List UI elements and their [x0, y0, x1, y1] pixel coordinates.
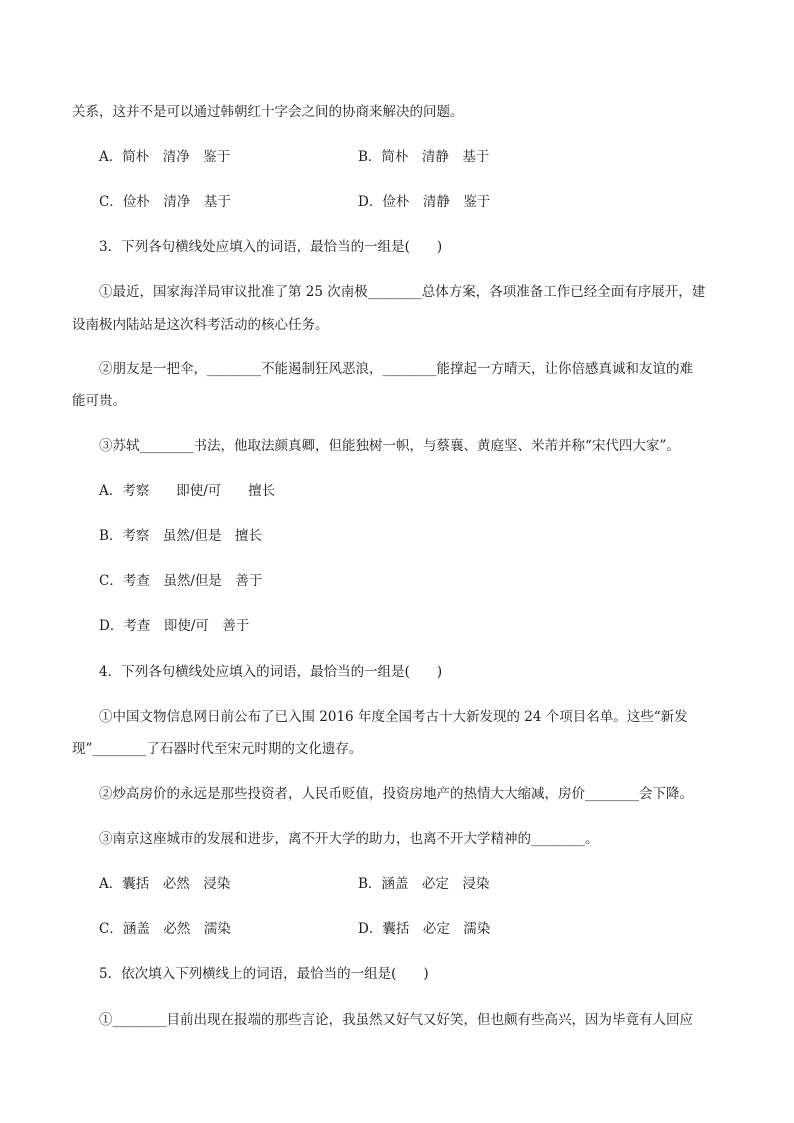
question-5-sentence-1: ①________目前出现在报端的那些言论，我虽然又好气又好笑，但也颇有些高兴，因为毕竟有人回应	[99, 1012, 693, 1028]
question-4-title: 4．下列各句横线处应填入的词语，最恰当的一组是( )	[99, 664, 443, 680]
option-c: C．俭朴 清净 基于	[99, 194, 231, 210]
option-d: D．考查 即使/可 善于	[99, 618, 250, 634]
question-3-sentence-2-cont: 能可贵。	[72, 393, 126, 409]
option-c: C．考查 虽然/但是 善于	[99, 573, 263, 589]
question-4-sentence-2: ②炒高房价的永远是那些投资者，人民币贬值，投资房地产的热情大大缩减，房价________会下降。	[99, 786, 693, 802]
question-4-sentence-1-cont: 现”________了石器时代至宋元时期的文化遗存。	[72, 741, 363, 757]
question-4-sentence-1: ①中国文物信息网日前公布了已入围 2016 年度全国考古十大新发现的 24 个项目名单。这些“新发	[99, 709, 688, 725]
question-3-sentence-2: ②朋友是一把伞，________不能遏制狂风恶浪，________能撑起一方晴天，让你倍感真诚和友谊的难	[99, 361, 693, 377]
question-3-sentence-1: ①最近，国家海洋局审议批准了第 25 次南极________总体方案，各项准备工作已经全面有序展开，建	[99, 284, 706, 300]
question-3-sentence-3: ③苏轼________书法，他取法颜真卿，但能独树一帜，与蔡襄、黄庭坚、米芾并称“宋代四大家”。	[99, 438, 680, 454]
question-3-sentence-1-cont: 设南极内陆站是这次科考活动的核心任务。	[72, 317, 329, 333]
option-c: C．涵盖 必然 濡染	[99, 921, 231, 937]
option-a: A．考察 即使/可 擅长	[99, 483, 276, 499]
option-d: D．囊括 必定 濡染	[358, 921, 491, 937]
option-a: A．简朴 清净 鉴于	[99, 149, 231, 165]
option-b: B．简朴 清静 基于	[358, 149, 490, 165]
option-b: B．涵盖 必定 浸染	[358, 876, 490, 892]
question-4-sentence-3: ③南京这座城市的发展和进步，离不开大学的助力，也离不开大学精神的________。	[99, 831, 599, 847]
question-5-title: 5．依次填入下列横线上的词语，最恰当的一组是( )	[99, 966, 429, 982]
paragraph-line: 关系，这并不是可以通过韩朝红十字会之间的协商来解决的问题。	[72, 104, 464, 120]
option-b: B．考察 虽然/但是 擅长	[99, 528, 262, 544]
option-a: A．囊括 必然 浸染	[99, 876, 231, 892]
question-3-title: 3．下列各句横线处应填入的词语，最恰当的一组是( )	[99, 239, 443, 255]
option-d: D．俭朴 清静 鉴于	[358, 194, 491, 210]
